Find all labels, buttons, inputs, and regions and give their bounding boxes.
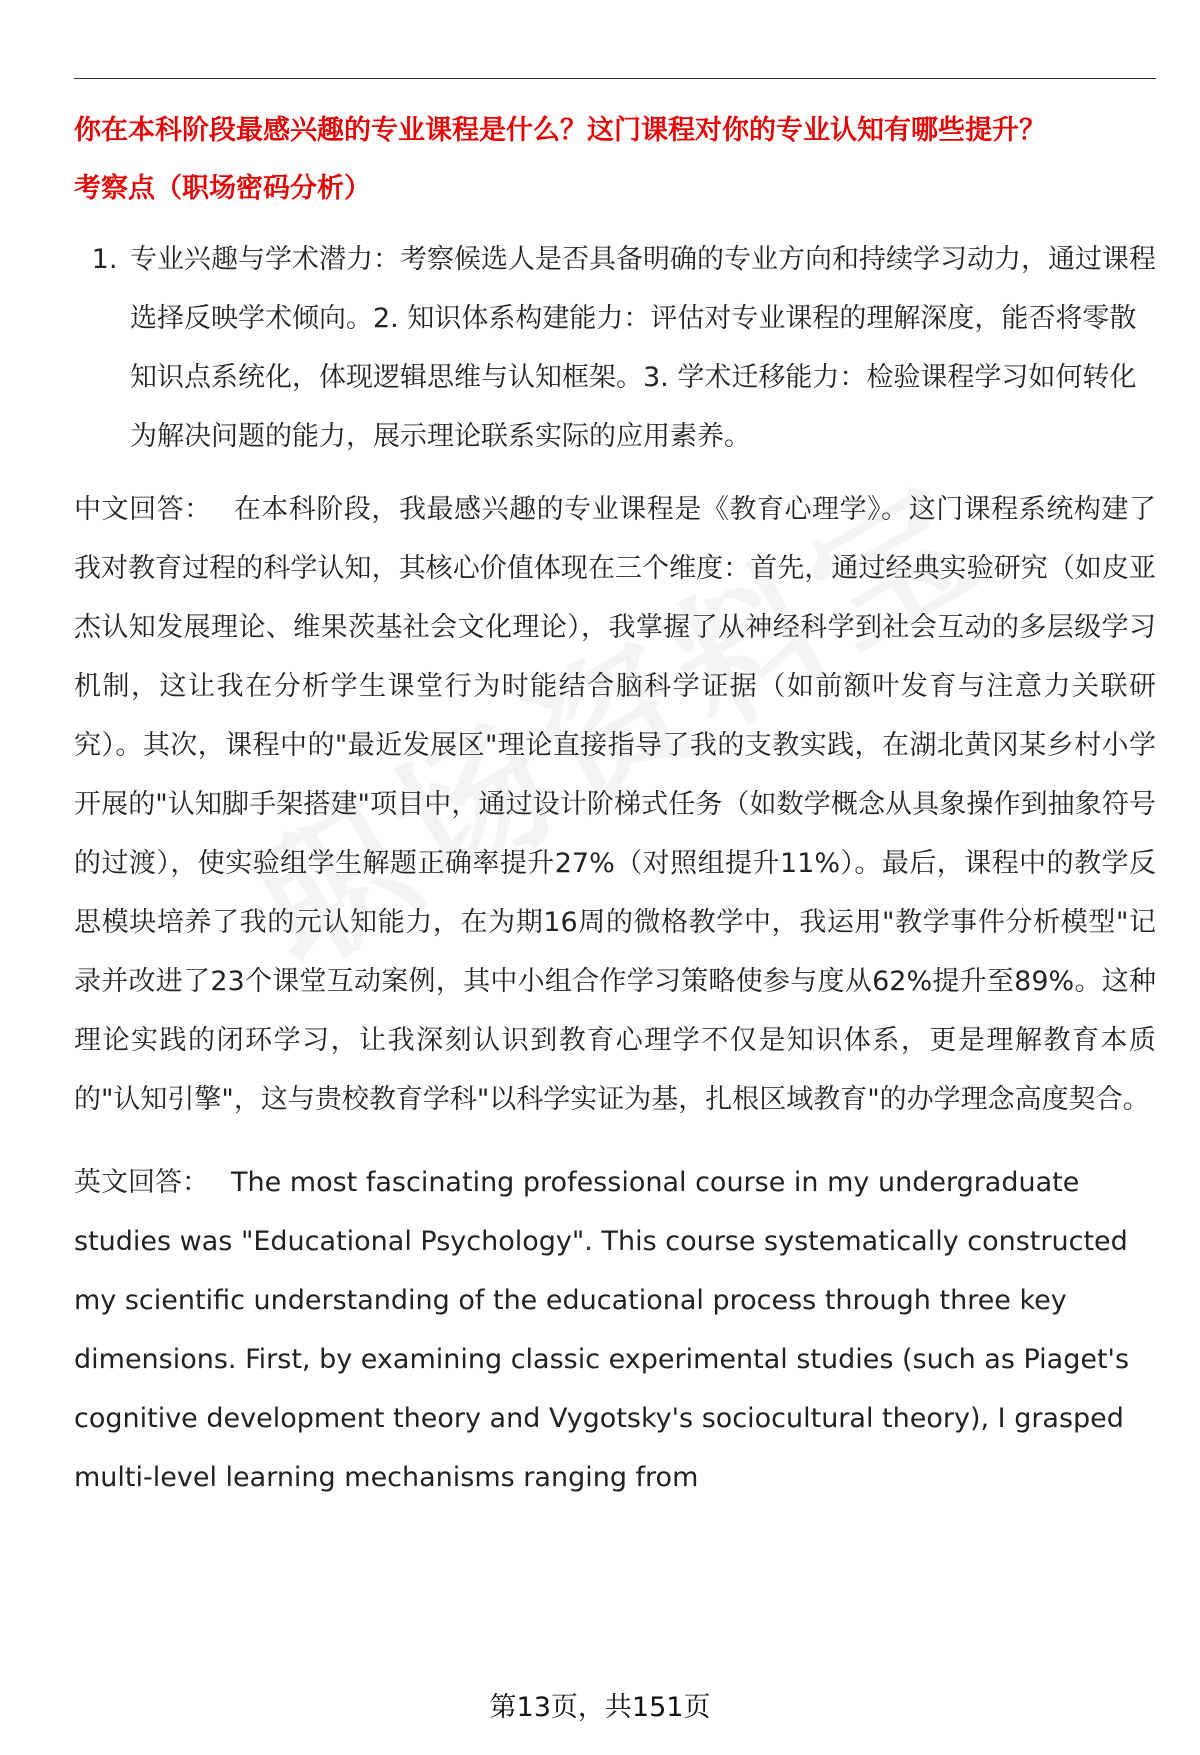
- assessment-point-list: [74, 230, 1156, 466]
- chinese-answer-text: 在本科阶段，我最感兴趣的专业课程是《教育心理学》。这门课程系统构建了我对教育过程的科学认知，其核心价值体现在三个维度：首先，通过经典实验研究（如皮亚杰认知发展理论、维果茨基社会文化理论），我掌握了从神经科学到社会互动的多层级学习机制，这让我在分析学生课堂行为时能结合脑科学证据（如前额叶发育与注意力关联研究）。其次，课程中的"最近发展区"理论直接指导了我的支教实践，在湖北黄冈某乡村小学开展的"认知脚手架搭建"项目中，通过设计阶梯式任务（如数学概念从具象操作到抽象符号的过渡），使实验组学生解题正确率提升27%（对照组提升11%）。最后，课程中的教学反思模块培养了我的元认知能力，在为期16周的微格教学中，我运用"教学事件分析模型"记录并改进了23个课堂互动案例，其中小组合作学习策略使参与度从62%提升至89%。这种理论实践的闭环学习，让我深刻认识到教育心理学不仅是知识体系，更是理解教育本质的"认知引擎"，这与贵校教育学科"以科学实证为基，扎根区域教育"的办学理念高度契合。: [74, 494, 1157, 1115]
- question-heading: 你在本科阶段最感兴趣的专业课程是什么？这门课程对你的专业认知有哪些提升？: [74, 115, 1046, 146]
- document-body: [74, 102, 1156, 1531]
- header-rule: [74, 78, 1156, 79]
- assessment-point: 1. 专业兴趣与学术潜力：考察候选人是否具备明确的专业方向和持续学习动力，通过课程选择反映学术倾向。2. 知识体系构建能力：评估对专业课程的理解深度，能否将零散知识点系统化，体现逻辑思维与认知框架。3. 学术迁移能力：检验课程学习如何转化为解决问题的能力，展示理论联系实际的应用素养。: [126, 230, 1156, 466]
- chinese-answer: [74, 480, 1156, 1129]
- english-answer-label: 英文回答：: [74, 1167, 209, 1198]
- english-answer-text: The most fascinating professional course in my undergraduate studies was "Educational Psychology". This course systematically constructed my scientific understanding of the educational process through three key dimensions. First, by examining classic experimental studies (such as Piaget's cognitive development theory and Vygotsky's sociocultural theory), I grasped multi-level learning mechanisms ranging from: [74, 1167, 1130, 1493]
- english-answer: [74, 1153, 1156, 1507]
- chinese-answer-label: 中文回答：: [74, 494, 212, 525]
- assessment-section-title: 考察点（职场密码分析）: [74, 173, 371, 204]
- page-number: 第13页，共151页: [489, 1692, 711, 1723]
